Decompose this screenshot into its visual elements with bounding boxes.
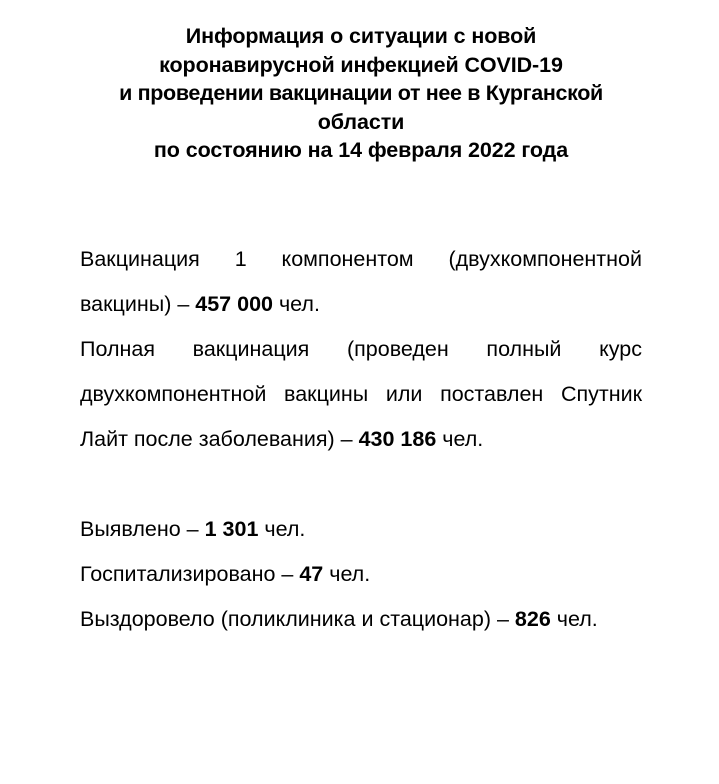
title-line-2: коронавирусной инфекцией COVID-19	[159, 52, 563, 77]
first-component-prefix: вакцины) –	[80, 292, 196, 316]
stat-recovered-prefix: Выздоровело (поликлиника и стационар) –	[80, 607, 515, 631]
title-line-1: Информация о ситуации с новой	[185, 24, 537, 48]
document-title	[80, 22, 642, 165]
stat-detected-prefix: Выявлено –	[80, 517, 205, 541]
full-vaccination-prefix: Лайт после заболевания) –	[80, 427, 359, 451]
document-body	[80, 237, 642, 642]
first-component-line-1: Вакцинация 1 компонентом (двухкомпонентной	[80, 247, 642, 271]
stat-line-recovered	[80, 597, 642, 642]
stat-line-hospitalized	[80, 552, 642, 597]
stat-hospitalized-prefix: Госпитализировано –	[80, 562, 300, 586]
title-line-5: по состоянию на 14 февраля 2022 года	[153, 138, 569, 162]
stat-recovered-suffix: чел.	[550, 607, 598, 631]
stat-hospitalized-value: 47	[299, 562, 324, 586]
stat-detected-suffix: чел.	[258, 517, 306, 541]
stat-line-detected	[80, 507, 642, 552]
paragraph-first-component	[80, 237, 642, 327]
paragraph-spacer	[80, 462, 642, 507]
first-component-suffix: чел.	[272, 292, 320, 316]
first-component-value: 457 000	[195, 292, 273, 316]
stat-detected-value: 1 301	[204, 517, 259, 541]
full-vaccination-value: 430 186	[358, 427, 437, 451]
paragraph-full-vaccination	[80, 327, 642, 462]
full-vaccination-line-1: Полная вакцинация (проведен полный курс	[80, 337, 642, 361]
first-component-line-2	[80, 282, 642, 327]
stat-recovered-value: 826	[514, 607, 551, 631]
full-vaccination-suffix: чел.	[436, 427, 484, 451]
title-line-4: области	[317, 109, 405, 134]
title-line-3: и проведении вакцинации от нее в Курганской	[119, 81, 603, 105]
full-vaccination-line-3	[80, 417, 642, 462]
full-vaccination-line-2: двухкомпонентной вакцины или поставлен Спутник	[80, 382, 642, 406]
stat-hospitalized-suffix: чел.	[323, 562, 371, 586]
